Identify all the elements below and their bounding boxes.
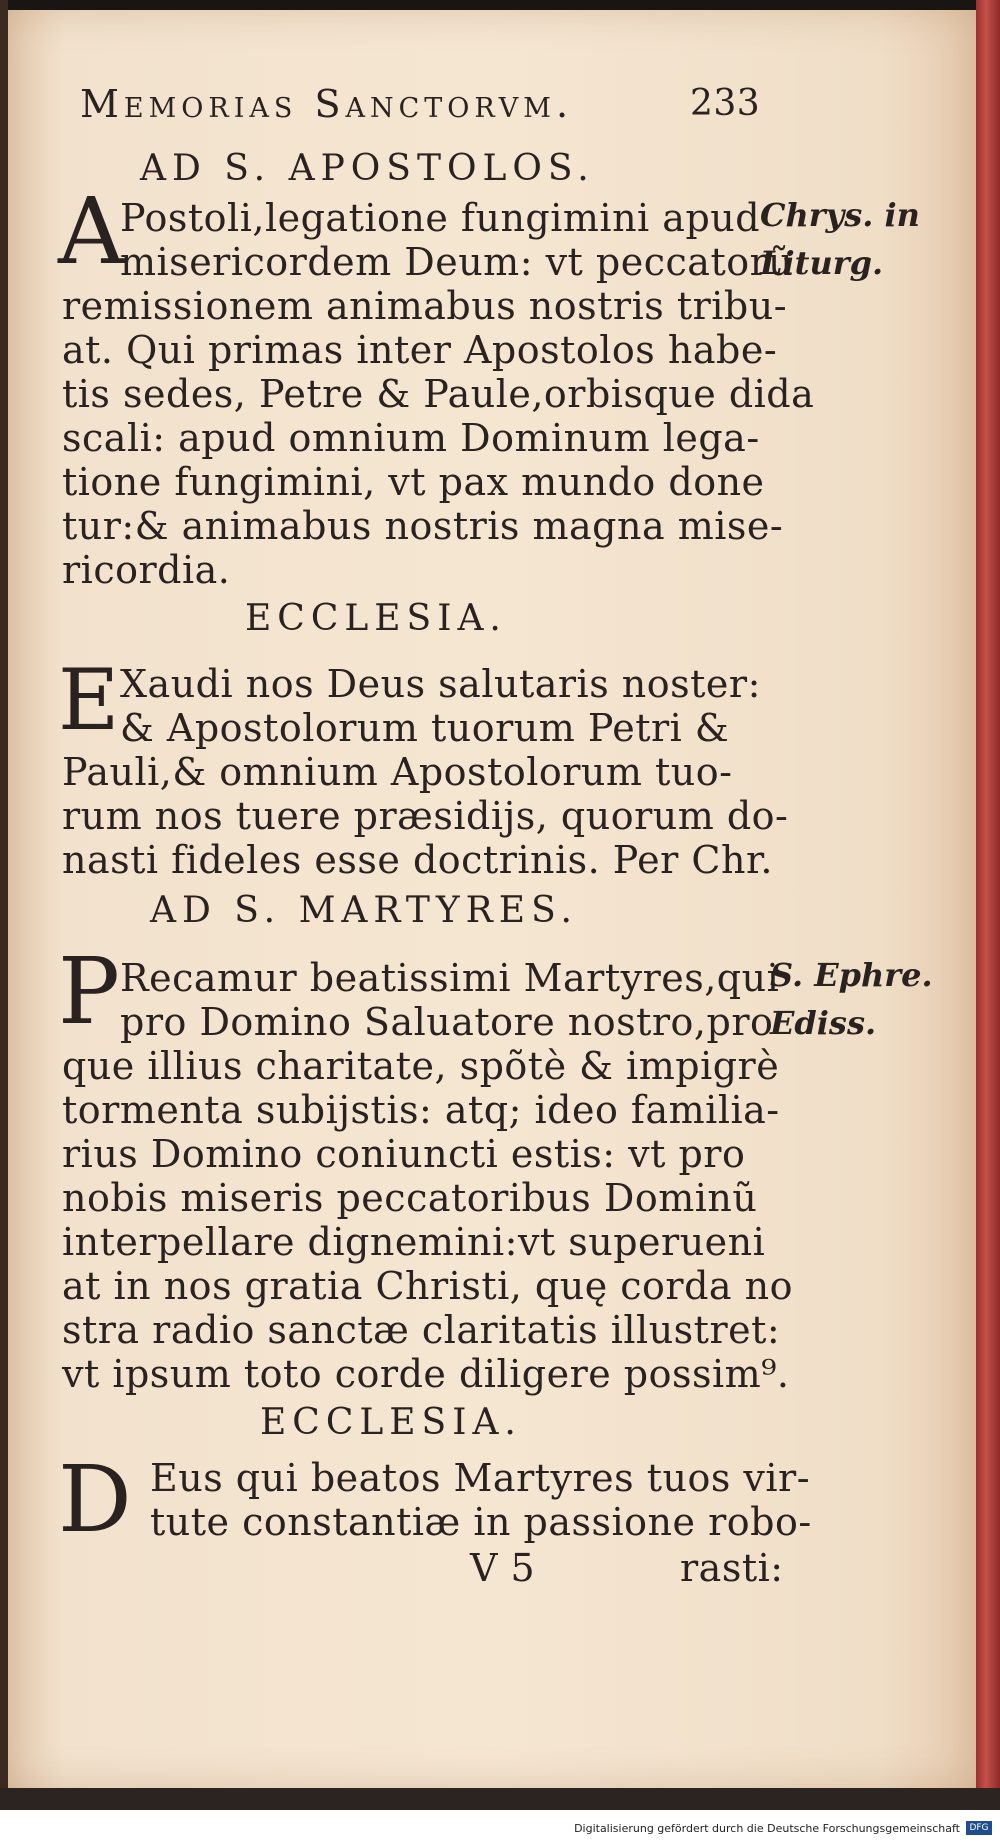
text-line: stra radio sanctæ claritatis illustret: [62,1308,781,1352]
text-line: misericordem Deum: vt peccatorũ [120,240,794,284]
text-line: scali: apud omnium Dominum lega- [62,416,760,460]
text-line: que illius charitate, spõtè & impigrè [62,1044,780,1088]
text-line: rum nos tuere præsidijs, quorum do- [62,794,789,838]
catchword: rasti: [680,1546,784,1590]
text-line: Recamur beatissimi Martyres,qui [120,956,780,1000]
book-spine-red [976,0,1000,1810]
text-line: remissionem animabus nostris tribu- [62,284,788,328]
text-line: ricordia. [62,548,231,592]
running-title: Memorias Sanctorvm. [80,82,574,126]
drop-cap: E [58,651,120,749]
margin-note: S. Ephre. [770,956,933,994]
text-line: Eus qui beatos Martyres tuos vir- [150,1456,811,1500]
drop-cap: D [58,1446,132,1553]
text-line: vt ipsum toto corde diligere possim⁹. [62,1352,790,1396]
text-line: & Apostolorum tuorum Petri & [120,706,730,750]
digitization-note: Digitalisierung gefördert durch die Deutsche Forschungsgemeinschaft [574,1822,960,1835]
text-line: tione fungimini, vt pax mundo done [62,460,765,504]
text-line: Postoli,legatione fungimini apud [120,196,761,240]
page-number: 233 [690,83,761,124]
text-line: at. Qui primas inter Apostolos habe- [62,328,778,372]
text-line: at in nos gratia Christi, quę corda no [62,1264,793,1308]
text-line: Xaudi nos Deus salutaris noster: [120,662,761,706]
section-heading: AD S. MARTYRES. [150,890,578,931]
text-line: tis sedes, Petre & Paule,orbisque dida [62,372,815,416]
text-line: rius Domino coniuncti estis: vt pro [62,1132,746,1176]
section-heading: ECCLESIA. [245,598,507,639]
text-line: Pauli,& omnium Apostolorum tuo- [62,750,733,794]
text-line: nobis miseris peccatoribus Dominũ [62,1176,758,1220]
text-line: nasti fideles esse doctrinis. Per Chr. [62,838,774,882]
margin-note: Liturg. [760,244,884,282]
book-edge-bottom [0,1788,1000,1810]
margin-note: Ediss. [770,1004,877,1042]
text-line: pro Domino Saluatore nostro,pro [120,1000,774,1044]
text-line: tormenta subijstis: atq; ideo familia- [62,1088,780,1132]
drop-cap: A [58,178,125,285]
text-line: interpellare dignemini:vt superueni [62,1220,766,1264]
margin-note: Chrys. in [760,196,920,234]
text-line: tur:& animabus nostris magna mise- [62,504,784,548]
section-heading: ECCLESIA. [260,1402,522,1443]
book-edge-left [0,0,8,1810]
dfg-logo: DFG [966,1821,992,1835]
drop-cap: P [58,938,120,1045]
text-line: tute constantiæ in passione robo- [150,1500,812,1544]
section-heading: AD S. APOSTOLOS. [140,148,595,189]
signature-mark: V 5 [470,1546,536,1590]
